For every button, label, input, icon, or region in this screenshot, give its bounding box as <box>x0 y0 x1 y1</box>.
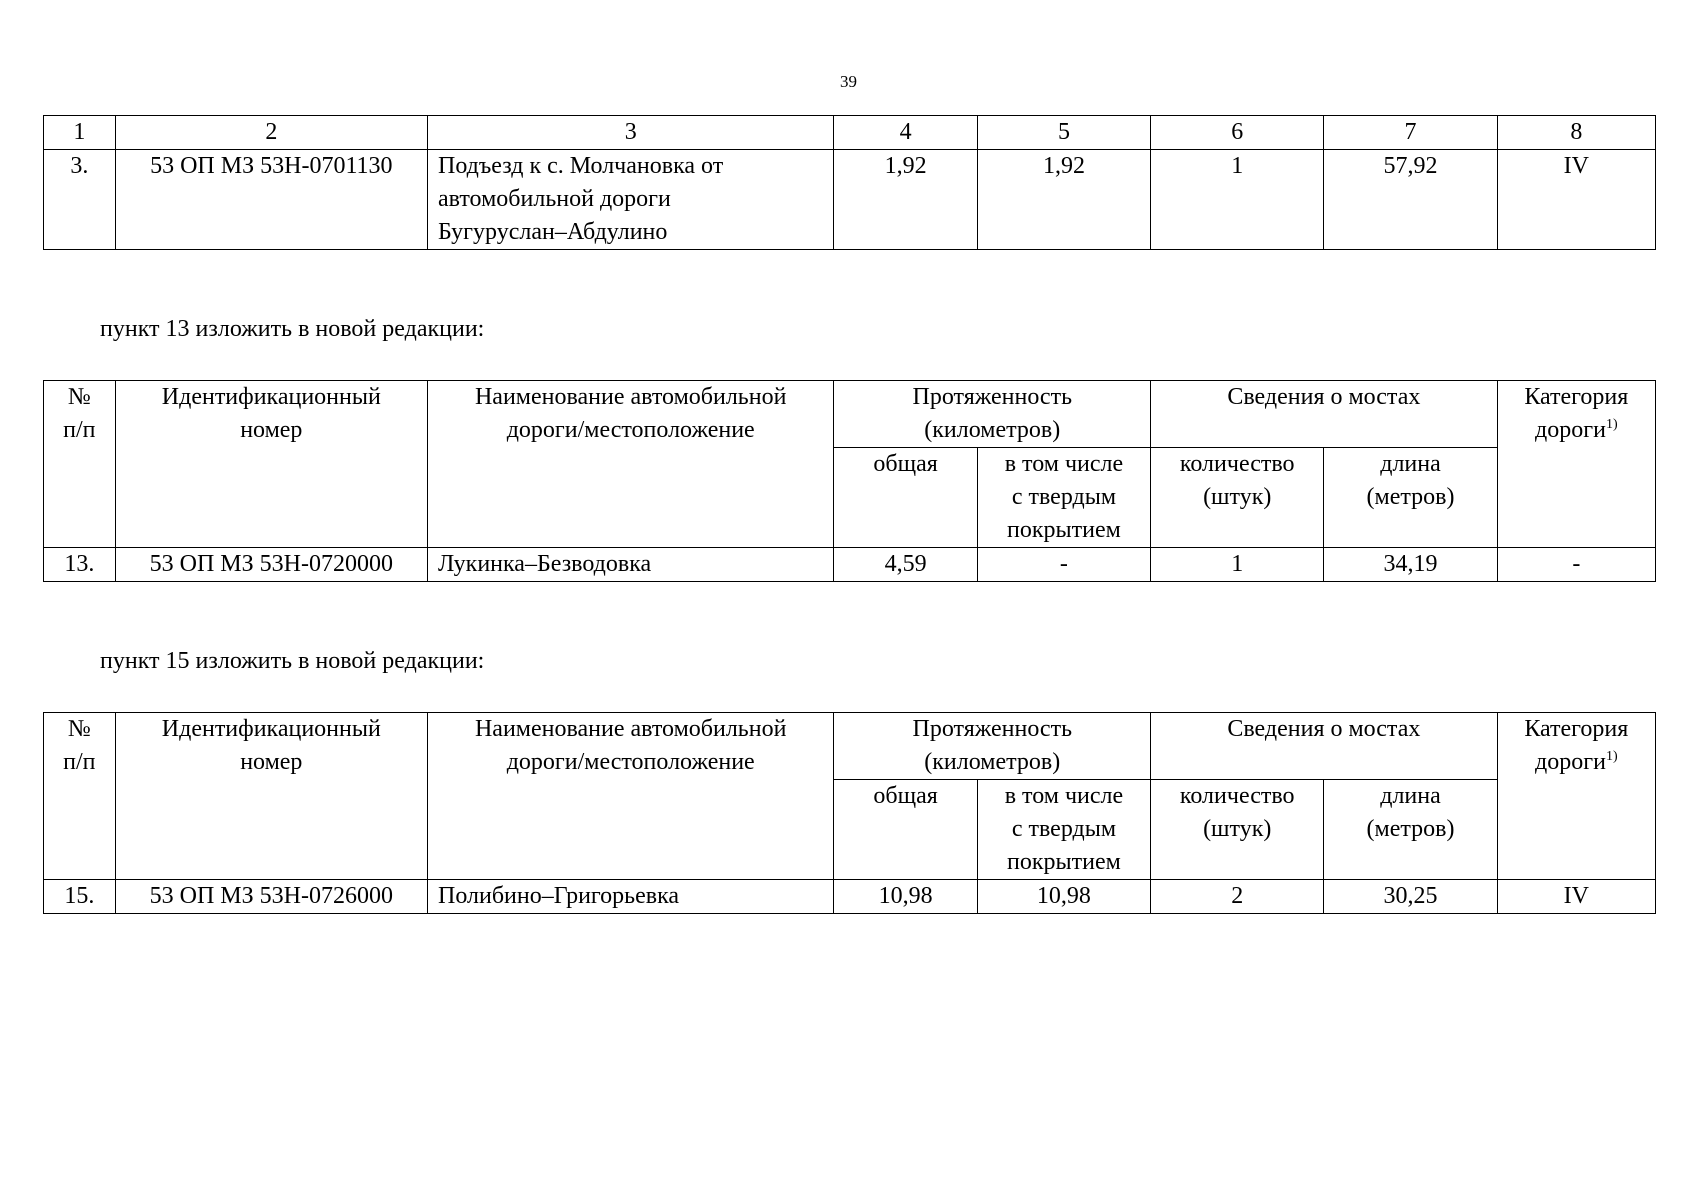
header-text: (штук) <box>1203 816 1272 842</box>
length-paved: - <box>977 548 1150 582</box>
header-text: в том числе <box>1004 783 1124 809</box>
header-text: Протяженность <box>912 716 1073 742</box>
header-paved <box>977 448 1150 548</box>
header-paved <box>977 780 1150 880</box>
header-text: покрытием <box>1007 849 1121 875</box>
column-number: 5 <box>977 116 1150 150</box>
road-id: 53 ОП МЗ 53Н-0726000 <box>115 880 427 914</box>
header-text: Наименование автомобильной <box>474 716 787 742</box>
header-category <box>1497 713 1655 880</box>
column-number: 8 <box>1497 116 1655 150</box>
header-bridges-length <box>1324 780 1497 880</box>
row-number: 13. <box>44 548 116 582</box>
road-name: Полибино–Григорьевка <box>427 880 833 914</box>
header-road-name <box>427 381 833 548</box>
header-text: дороги <box>1535 417 1606 443</box>
road-id: 53 ОП МЗ 53Н-0701130 <box>115 150 427 250</box>
road-name-line: автомобильной дороги <box>438 186 671 212</box>
length-total: 10,98 <box>834 880 977 914</box>
road-category: IV <box>1497 150 1655 250</box>
page-number: 39 <box>840 72 857 91</box>
header-text: Идентификационный <box>161 716 381 742</box>
header-bridges: Сведения о мостах <box>1151 381 1498 448</box>
header-bridges-count <box>1151 448 1324 548</box>
header-text: дороги/местоположение <box>506 749 755 775</box>
header-text: покрытием <box>1007 517 1121 543</box>
header-text: количество <box>1179 451 1295 477</box>
column-number: 3 <box>428 116 834 150</box>
header-text: дороги <box>1535 749 1606 775</box>
bridges-length: 57,92 <box>1324 150 1497 250</box>
table-row <box>44 548 1656 582</box>
bridges-length: 30,25 <box>1324 880 1497 914</box>
header-text: длина <box>1380 451 1441 477</box>
header-text: Категория <box>1524 384 1629 410</box>
header-text: Идентификационный <box>161 384 381 410</box>
bridges-count: 1 <box>1151 150 1324 250</box>
header-text: (штук) <box>1203 484 1272 510</box>
header-id <box>115 713 427 880</box>
footnote-mark: 1) <box>1605 749 1618 764</box>
header-text: с твердым <box>1011 484 1117 510</box>
footnote-mark: 1) <box>1605 417 1618 432</box>
header-category <box>1497 381 1655 548</box>
header-text: дороги/местоположение <box>506 417 755 443</box>
column-number: 2 <box>115 116 427 150</box>
road-category: - <box>1497 548 1655 582</box>
length-total: 4,59 <box>834 548 977 582</box>
header-text: Протяженность <box>912 384 1073 410</box>
header-id <box>115 381 427 548</box>
length-total: 1,92 <box>834 150 977 250</box>
paragraph-item-15: пункт 15 изложить в новой редакции: <box>100 648 485 674</box>
header-text: п/п <box>63 417 96 443</box>
column-number: 7 <box>1324 116 1497 150</box>
table-row <box>44 880 1656 914</box>
header-text: Наименование автомобильной <box>474 384 787 410</box>
column-number: 6 <box>1151 116 1324 150</box>
header-bridges-length <box>1324 448 1497 548</box>
road-name-line: Подъезд к с. Молчановка от <box>438 153 724 179</box>
roads-table-continuation <box>43 115 1656 250</box>
column-number-row <box>44 116 1656 150</box>
header-text: Категория <box>1524 716 1629 742</box>
header-text <box>1504 414 1649 447</box>
header-number <box>44 381 116 548</box>
roads-table-item-13 <box>43 380 1656 582</box>
header-text: (километров) <box>924 749 1061 775</box>
header-text: номер <box>240 749 303 775</box>
header-text: № <box>67 384 91 410</box>
header-length <box>834 381 1151 448</box>
column-number: 1 <box>44 116 116 150</box>
header-text: длина <box>1380 783 1441 809</box>
length-paved: 1,92 <box>977 150 1150 250</box>
paragraph-item-13: пункт 13 изложить в новой редакции: <box>100 316 485 342</box>
header-text: в том числе <box>1004 451 1124 477</box>
road-name-line: Бугуруслан–Абдулино <box>438 219 668 245</box>
header-total: общая <box>834 780 977 880</box>
roads-table-item-15 <box>43 712 1656 914</box>
road-category: IV <box>1497 880 1655 914</box>
header-total: общая <box>834 448 977 548</box>
header-row <box>44 381 1656 448</box>
header-text: п/п <box>63 749 96 775</box>
column-number: 4 <box>834 116 977 150</box>
row-number: 15. <box>44 880 116 914</box>
bridges-count: 1 <box>1151 548 1324 582</box>
road-name: Лукинка–Безводовка <box>427 548 833 582</box>
length-paved: 10,98 <box>977 880 1150 914</box>
bridges-length: 34,19 <box>1324 548 1497 582</box>
header-text: номер <box>240 417 303 443</box>
row-number: 3. <box>44 150 116 250</box>
header-bridges-count <box>1151 780 1324 880</box>
header-text: (метров) <box>1366 816 1455 842</box>
header-text: (километров) <box>924 417 1061 443</box>
header-text: с твердым <box>1011 816 1117 842</box>
header-text: № <box>67 716 91 742</box>
header-road-name <box>427 713 833 880</box>
header-row <box>44 713 1656 780</box>
header-text: (метров) <box>1366 484 1455 510</box>
header-bridges: Сведения о мостах <box>1151 713 1498 780</box>
table-row <box>44 150 1656 250</box>
bridges-count: 2 <box>1151 880 1324 914</box>
header-text: количество <box>1179 783 1295 809</box>
header-number <box>44 713 116 880</box>
header-text <box>1504 746 1649 779</box>
road-id: 53 ОП МЗ 53Н-0720000 <box>115 548 427 582</box>
header-length <box>834 713 1151 780</box>
road-name <box>428 150 834 250</box>
